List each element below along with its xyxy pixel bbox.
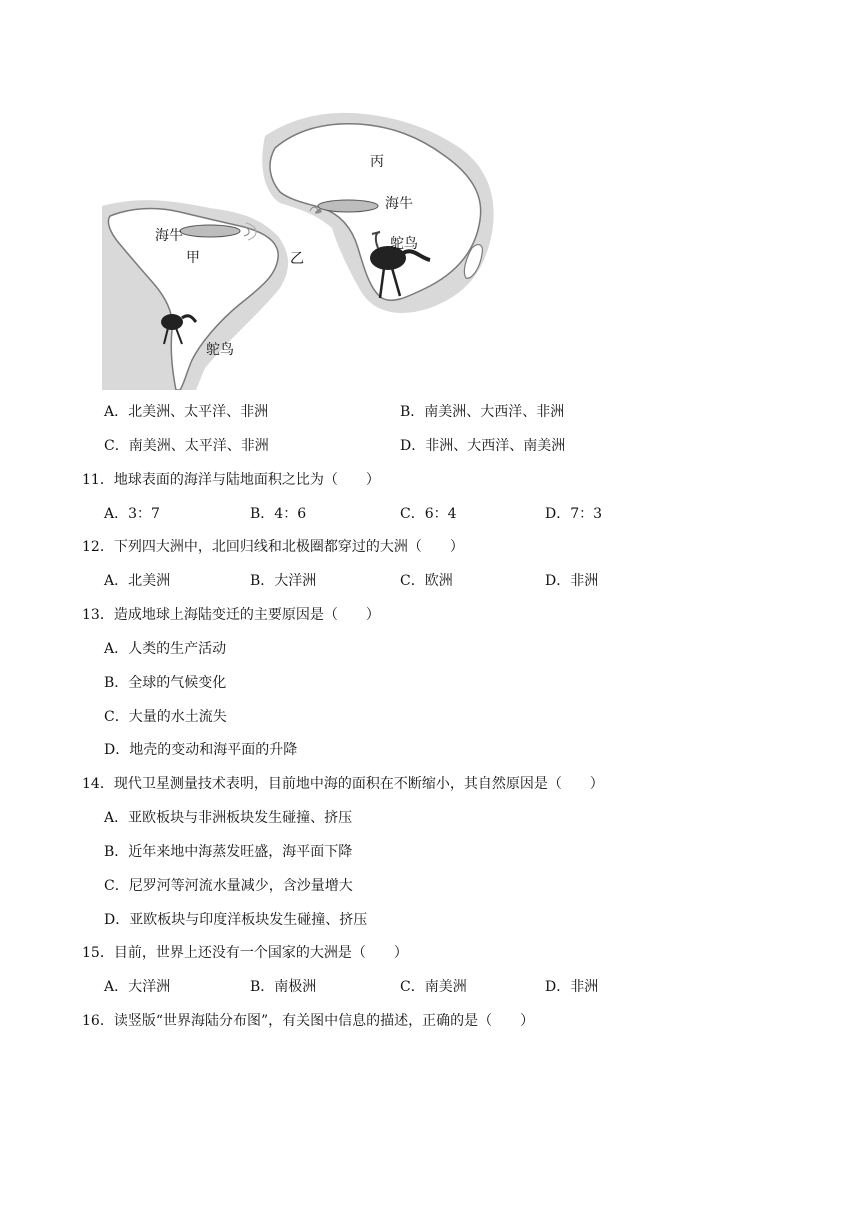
label-ostrich-africa: 鸵鸟 xyxy=(390,236,418,252)
q12-option-d: D．非洲 xyxy=(545,573,599,589)
q15-option-a: A．大洋洲 xyxy=(104,979,171,995)
q11-option-c: C．6：4 xyxy=(400,506,457,522)
q12-option-b: B．大洋洲 xyxy=(250,573,317,589)
q10-option-a: A．北美洲、太平洋、非洲 xyxy=(104,404,269,420)
q14-option-b: B．近年来地中海蒸发旺盛，海平面下降 xyxy=(104,844,353,860)
continent-map-figure xyxy=(100,108,500,390)
q11-option-d: D．7：3 xyxy=(545,506,603,522)
q11-stem: 11．地球表面的海洋与陆地面积之比为（ ） xyxy=(82,472,380,488)
label-bing: 丙 xyxy=(370,154,384,170)
q15-option-c: C．南美洲 xyxy=(400,979,467,995)
q16-stem: 16．读竖版“世界海陆分布图”，有关图中信息的描述，正确的是（ ） xyxy=(82,1013,535,1029)
q13-option-b: B．全球的气候变化 xyxy=(104,675,227,691)
q10-option-d: D．非洲、大西洋、南美洲 xyxy=(400,438,566,454)
q14-option-a: A．亚欧板块与非洲板块发生碰撞、挤压 xyxy=(104,810,353,826)
q14-option-d: D．亚欧板块与印度洋板块发生碰撞、挤压 xyxy=(104,912,368,928)
q13-option-d: D．地壳的变动和海平面的升降 xyxy=(104,742,298,758)
label-manatee-south-america: 海牛 xyxy=(155,228,183,244)
q15-option-d: D．非洲 xyxy=(545,979,599,995)
q15-option-b: B．南极洲 xyxy=(250,979,317,995)
q14-option-c: C．尼罗河等河流水量减少，含沙量增大 xyxy=(104,878,353,894)
q12-option-c: C．欧洲 xyxy=(400,573,453,589)
map-svg xyxy=(100,108,500,390)
q12-option-a: A．北美洲 xyxy=(104,573,171,589)
q14-stem: 14．现代卫星测量技术表明，目前地中海的面积在不断缩小，其自然原因是（ ） xyxy=(82,776,604,792)
q13-option-c: C．大量的水土流失 xyxy=(104,709,227,725)
label-yi: 乙 xyxy=(290,251,304,267)
q11-option-b: B．4：6 xyxy=(250,506,307,522)
q11-option-a: A．3：7 xyxy=(104,506,160,522)
label-jia: 甲 xyxy=(186,250,200,266)
label-manatee-africa: 海牛 xyxy=(385,196,413,212)
q13-option-a: A．人类的生产活动 xyxy=(104,641,227,657)
q13-stem: 13．造成地球上海陆变迁的主要原因是（ ） xyxy=(82,607,380,623)
q15-stem: 15．目前，世界上还没有一个国家的大洲是（ ） xyxy=(82,945,408,961)
q10-option-b: B．南美洲、大西洋、非洲 xyxy=(400,404,565,420)
q12-stem: 12．下列四大洲中，北回归线和北极圈都穿过的大洲（ ） xyxy=(82,539,464,555)
q10-option-c: C．南美洲、太平洋、非洲 xyxy=(104,438,269,454)
label-ostrich-south-america: 鸵鸟 xyxy=(206,342,234,358)
